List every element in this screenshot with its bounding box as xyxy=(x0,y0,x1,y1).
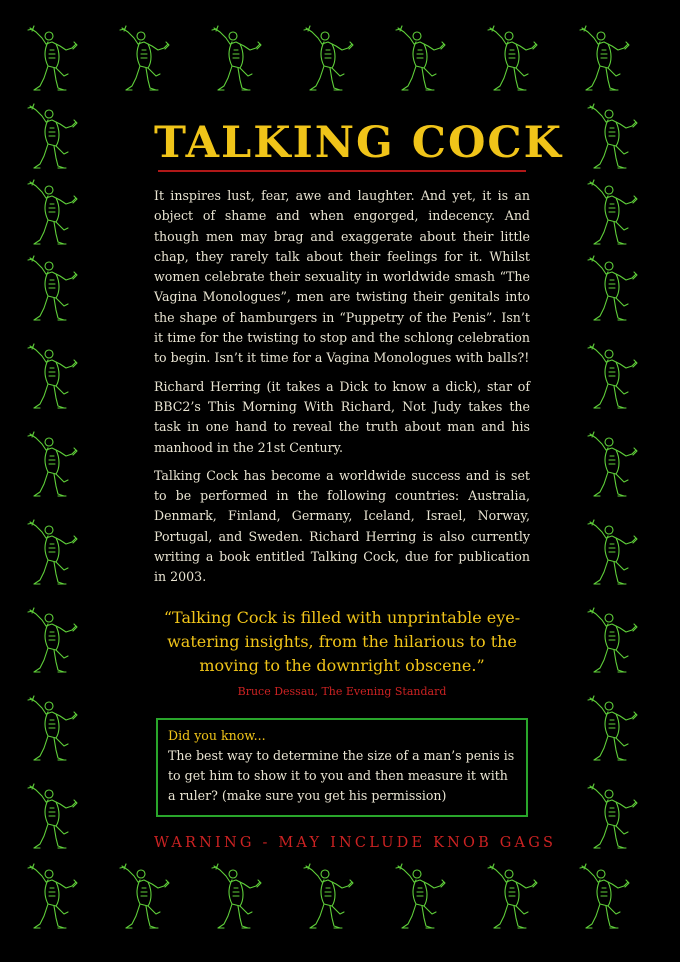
dancing-figure-icon xyxy=(582,100,642,172)
dancing-figure-icon xyxy=(22,176,82,248)
quote-attribution: Bruce Dessau, The Evening Standard xyxy=(237,684,447,698)
dancing-figure-icon xyxy=(582,340,642,412)
dancing-figure-icon xyxy=(22,692,82,764)
intro-paragraph: It inspires lust, fear, awe and laughter. And yet, it is an object of shame and when engorged, indecency. And though men may brag and exaggerate about their little chap, they rarely talk about their feelings for it. Whilst women celebrate their sexuality in worldwide smash “The Vagina Monologues”, men are twisting their genitals into the shape of hamburgers in “Puppetry of the Penis”. Isn’t it time for the twisting to stop and the schlong celebration to begin. Isn’t it time for a Vagina Monologues with balls?! xyxy=(154,188,530,366)
dancing-figure-icon xyxy=(298,860,358,932)
dancing-figure-icon xyxy=(482,860,542,932)
dancing-figure-icon xyxy=(582,428,642,500)
dancing-figure-icon xyxy=(582,604,642,676)
dancing-figure-icon xyxy=(22,516,82,588)
dancing-figure-icon xyxy=(22,780,82,852)
page-title: TALKING COCK xyxy=(154,118,564,168)
dancing-figure-icon xyxy=(582,516,642,588)
did-you-know-text: The best way to determine the size of a man’s penis is to get him to show it to you and then measure it with a ruler? (make sure you get his permission) xyxy=(168,747,515,804)
dancing-figure-icon xyxy=(22,22,82,94)
warning-banner: WARNING - MAY INCLUDE KNOB GAGS xyxy=(154,834,557,851)
dancing-figure-icon xyxy=(582,780,642,852)
dancing-figure-icon xyxy=(22,252,82,324)
did-you-know-box xyxy=(156,718,528,817)
dancing-figure-icon xyxy=(114,860,174,932)
dancing-figure-icon xyxy=(390,860,450,932)
performer-paragraph: Richard Herring (it takes a Dick to know a dick), star of BBC2’s This Morning With Richard, Not Judy takes the task in one hand to reveal the truth about man and his manhood in the 21st Century. xyxy=(154,378,530,455)
dancing-figure-icon xyxy=(582,692,642,764)
dancing-figure-icon xyxy=(298,22,358,94)
dancing-figure-icon xyxy=(22,860,82,932)
dancing-figure-icon xyxy=(114,22,174,94)
dancing-figure-icon xyxy=(22,340,82,412)
press-quote: “Talking Cock is filled with unprintable eye-watering insights, from the hilarious to the moving to the downright obscene.” xyxy=(163,607,521,675)
dancing-figure-icon xyxy=(482,22,542,94)
main-content xyxy=(154,118,564,851)
dancing-figure-icon xyxy=(582,252,642,324)
dancing-figure-icon xyxy=(390,22,450,94)
title-underline xyxy=(158,170,526,172)
tour-paragraph: Talking Cock has become a worldwide success and is set to be performed in the following countries: Australia, Denmark, Finland, Germany, Iceland, Israel, Norway, Portugal, and Sweden. Richard Herring is also currently writing a book entitled Talking Cock, due for publication in 2003. xyxy=(154,467,530,585)
title-block xyxy=(154,118,564,170)
did-you-know-heading: Did you know... xyxy=(168,727,266,743)
dancing-figure-icon xyxy=(574,860,634,932)
dancing-figure-icon xyxy=(22,428,82,500)
dancing-figure-icon xyxy=(582,176,642,248)
dancing-figure-icon xyxy=(574,22,634,94)
dancing-figure-icon xyxy=(22,604,82,676)
dancing-figure-icon xyxy=(22,100,82,172)
dancing-figure-icon xyxy=(206,22,266,94)
dancing-figure-icon xyxy=(206,860,266,932)
